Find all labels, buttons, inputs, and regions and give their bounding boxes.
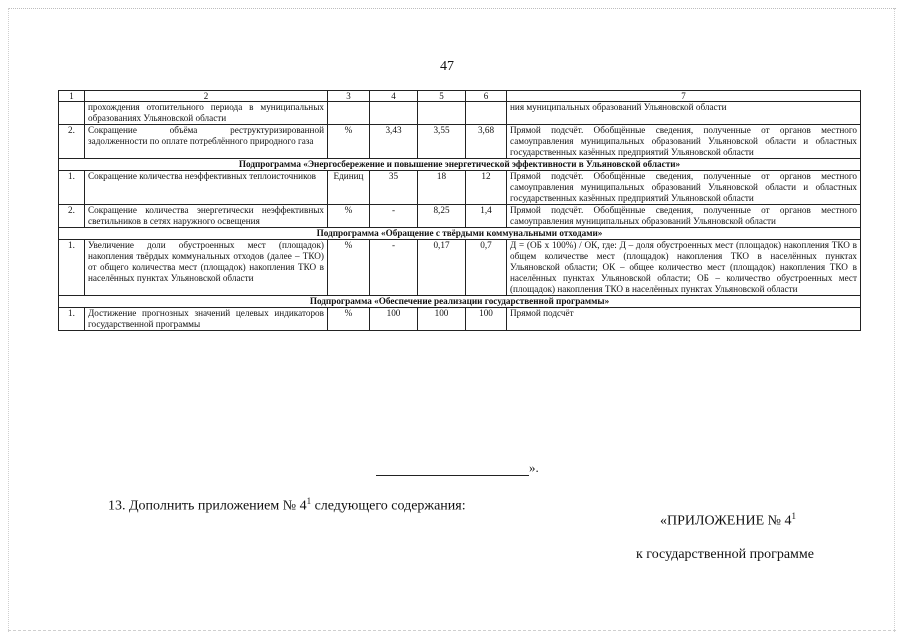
paragraph-text: 13. Дополнить приложением № 4 [108, 498, 307, 514]
value-cell: 3,55 [418, 125, 466, 159]
indicator-name: Достижение прогнозных значений целевых индикаторов государственной программы [85, 308, 328, 331]
table-header-row [59, 91, 861, 102]
table-row [59, 205, 861, 228]
value-cell: 3,68 [466, 125, 507, 159]
table-row [59, 308, 861, 331]
unit-cell: % [328, 125, 370, 159]
method-cell: Прямой подсчёт. Обобщённые сведения, полученные от органов местного самоуправления муниципальных образований Ульяновской области [507, 205, 861, 228]
scan-border-top [8, 8, 896, 9]
table-body [59, 91, 861, 331]
column-header: 2 [85, 91, 328, 102]
unit-cell: % [328, 205, 370, 228]
value-cell: 0,17 [418, 240, 466, 296]
method-cell: Прямой подсчёт [507, 308, 861, 331]
row-number: 1. [59, 308, 85, 331]
scan-border-bottom [8, 630, 896, 631]
value-cell: 35 [370, 171, 418, 205]
method-cell: Прямой подсчёт. Обобщённые сведения, полученные от органов местного самоуправления муниципальных образований Ульяновской области и областных государственных казённых предприятий Ульяновской области [507, 125, 861, 159]
column-header: 4 [370, 91, 418, 102]
row-number: 2. [59, 125, 85, 159]
indicators-table [58, 90, 861, 331]
indicator-name: Увеличение доли обустроенных мест (площадок) накопления твёрдых коммунальных отходов (далее – ТКО) от общего количества мест (площадок) накопления ТКО в населённых пунктах Ульяновской области [85, 240, 328, 296]
unit-cell: % [328, 308, 370, 331]
value-cell: 100 [418, 308, 466, 331]
value-cell [370, 102, 418, 125]
table-row [59, 125, 861, 159]
column-header: 5 [418, 91, 466, 102]
value-cell [466, 102, 507, 125]
unit-cell: Единиц [328, 171, 370, 205]
subprogram-row [59, 228, 861, 240]
value-cell: 0,7 [466, 240, 507, 296]
method-cell: Д = (ОБ х 100%) / ОК, где: Д – доля обустроенных мест (площадок) накопления ТКО в общем количестве мест (площадок) накопления ТКО в населённых пунктах Ульяновской области; ОК – общее количество мест (площадок) накопления ТКО в населённых пунктах Ульяновской области; ОБ – количество обустроенных мест (площадок) накопления ТКО в населённых пунктах Ульяновской области [507, 240, 861, 296]
row-number: 1. [59, 240, 85, 296]
indicator-name: прохождения отопительного периода в муниципальных образованиях Ульяновской области [85, 102, 328, 125]
value-cell: 8,25 [418, 205, 466, 228]
paragraph-tail: следующего содержания: [311, 498, 466, 514]
subprogram-row [59, 296, 861, 308]
value-cell: - [370, 205, 418, 228]
indicator-name: Сокращение объёма реструктуризированной задолженности по оплате потреблённого природного газа [85, 125, 328, 159]
appendix-subtitle: к государственной программе [636, 547, 814, 562]
column-header: 6 [466, 91, 507, 102]
unit-cell [328, 102, 370, 125]
table-row [59, 171, 861, 205]
row-number [59, 102, 85, 125]
value-cell: 18 [418, 171, 466, 205]
column-header: 7 [507, 91, 861, 102]
method-cell: ния муниципальных образований Ульяновской области [507, 102, 861, 125]
indicator-name: Сокращение количества неэффективных теплоисточников [85, 171, 328, 205]
table-row [59, 102, 861, 125]
column-header: 1 [59, 91, 85, 102]
closing-mark: ». [529, 460, 539, 475]
value-cell: 100 [370, 308, 418, 331]
appendix-title-text: «ПРИЛОЖЕНИЕ № 4 [660, 513, 792, 529]
row-number: 1. [59, 171, 85, 205]
value-cell: 100 [466, 308, 507, 331]
scan-border-left [8, 8, 9, 632]
value-cell: 1,4 [466, 205, 507, 228]
subprogram-title: Подпрограмма «Обращение с твёрдыми коммунальными отходами» [59, 228, 861, 240]
subprogram-title: Подпрограмма «Энергосбережение и повышение энергетической эффективности в Ульяновской области» [59, 159, 861, 171]
row-number: 2. [59, 205, 85, 228]
value-cell: 12 [466, 171, 507, 205]
appendix-superscript: 1 [791, 511, 796, 521]
value-cell: - [370, 240, 418, 296]
unit-cell: % [328, 240, 370, 296]
page-number: 47 [440, 59, 454, 74]
method-cell: Прямой подсчёт. Обобщённые сведения, полученные от органов местного самоуправления муниципальных образований Ульяновской области и областных государственных казённых предприятий Ульяновской области [507, 171, 861, 205]
amendment-paragraph [108, 496, 466, 515]
table-row [59, 240, 861, 296]
subprogram-title: Подпрограмма «Обеспечение реализации государственной программы» [59, 296, 861, 308]
paragraph-superscript: 1 [306, 496, 312, 506]
column-header: 3 [328, 91, 370, 102]
closing-line [376, 460, 539, 476]
appendix-title [660, 511, 796, 530]
value-cell [418, 102, 466, 125]
scan-border-right [894, 8, 895, 632]
indicator-name: Сокращение количества энергетически неэффективных светильников в сетях наружного освещения [85, 205, 328, 228]
subprogram-row [59, 159, 861, 171]
underline [376, 463, 529, 476]
value-cell: 3,43 [370, 125, 418, 159]
